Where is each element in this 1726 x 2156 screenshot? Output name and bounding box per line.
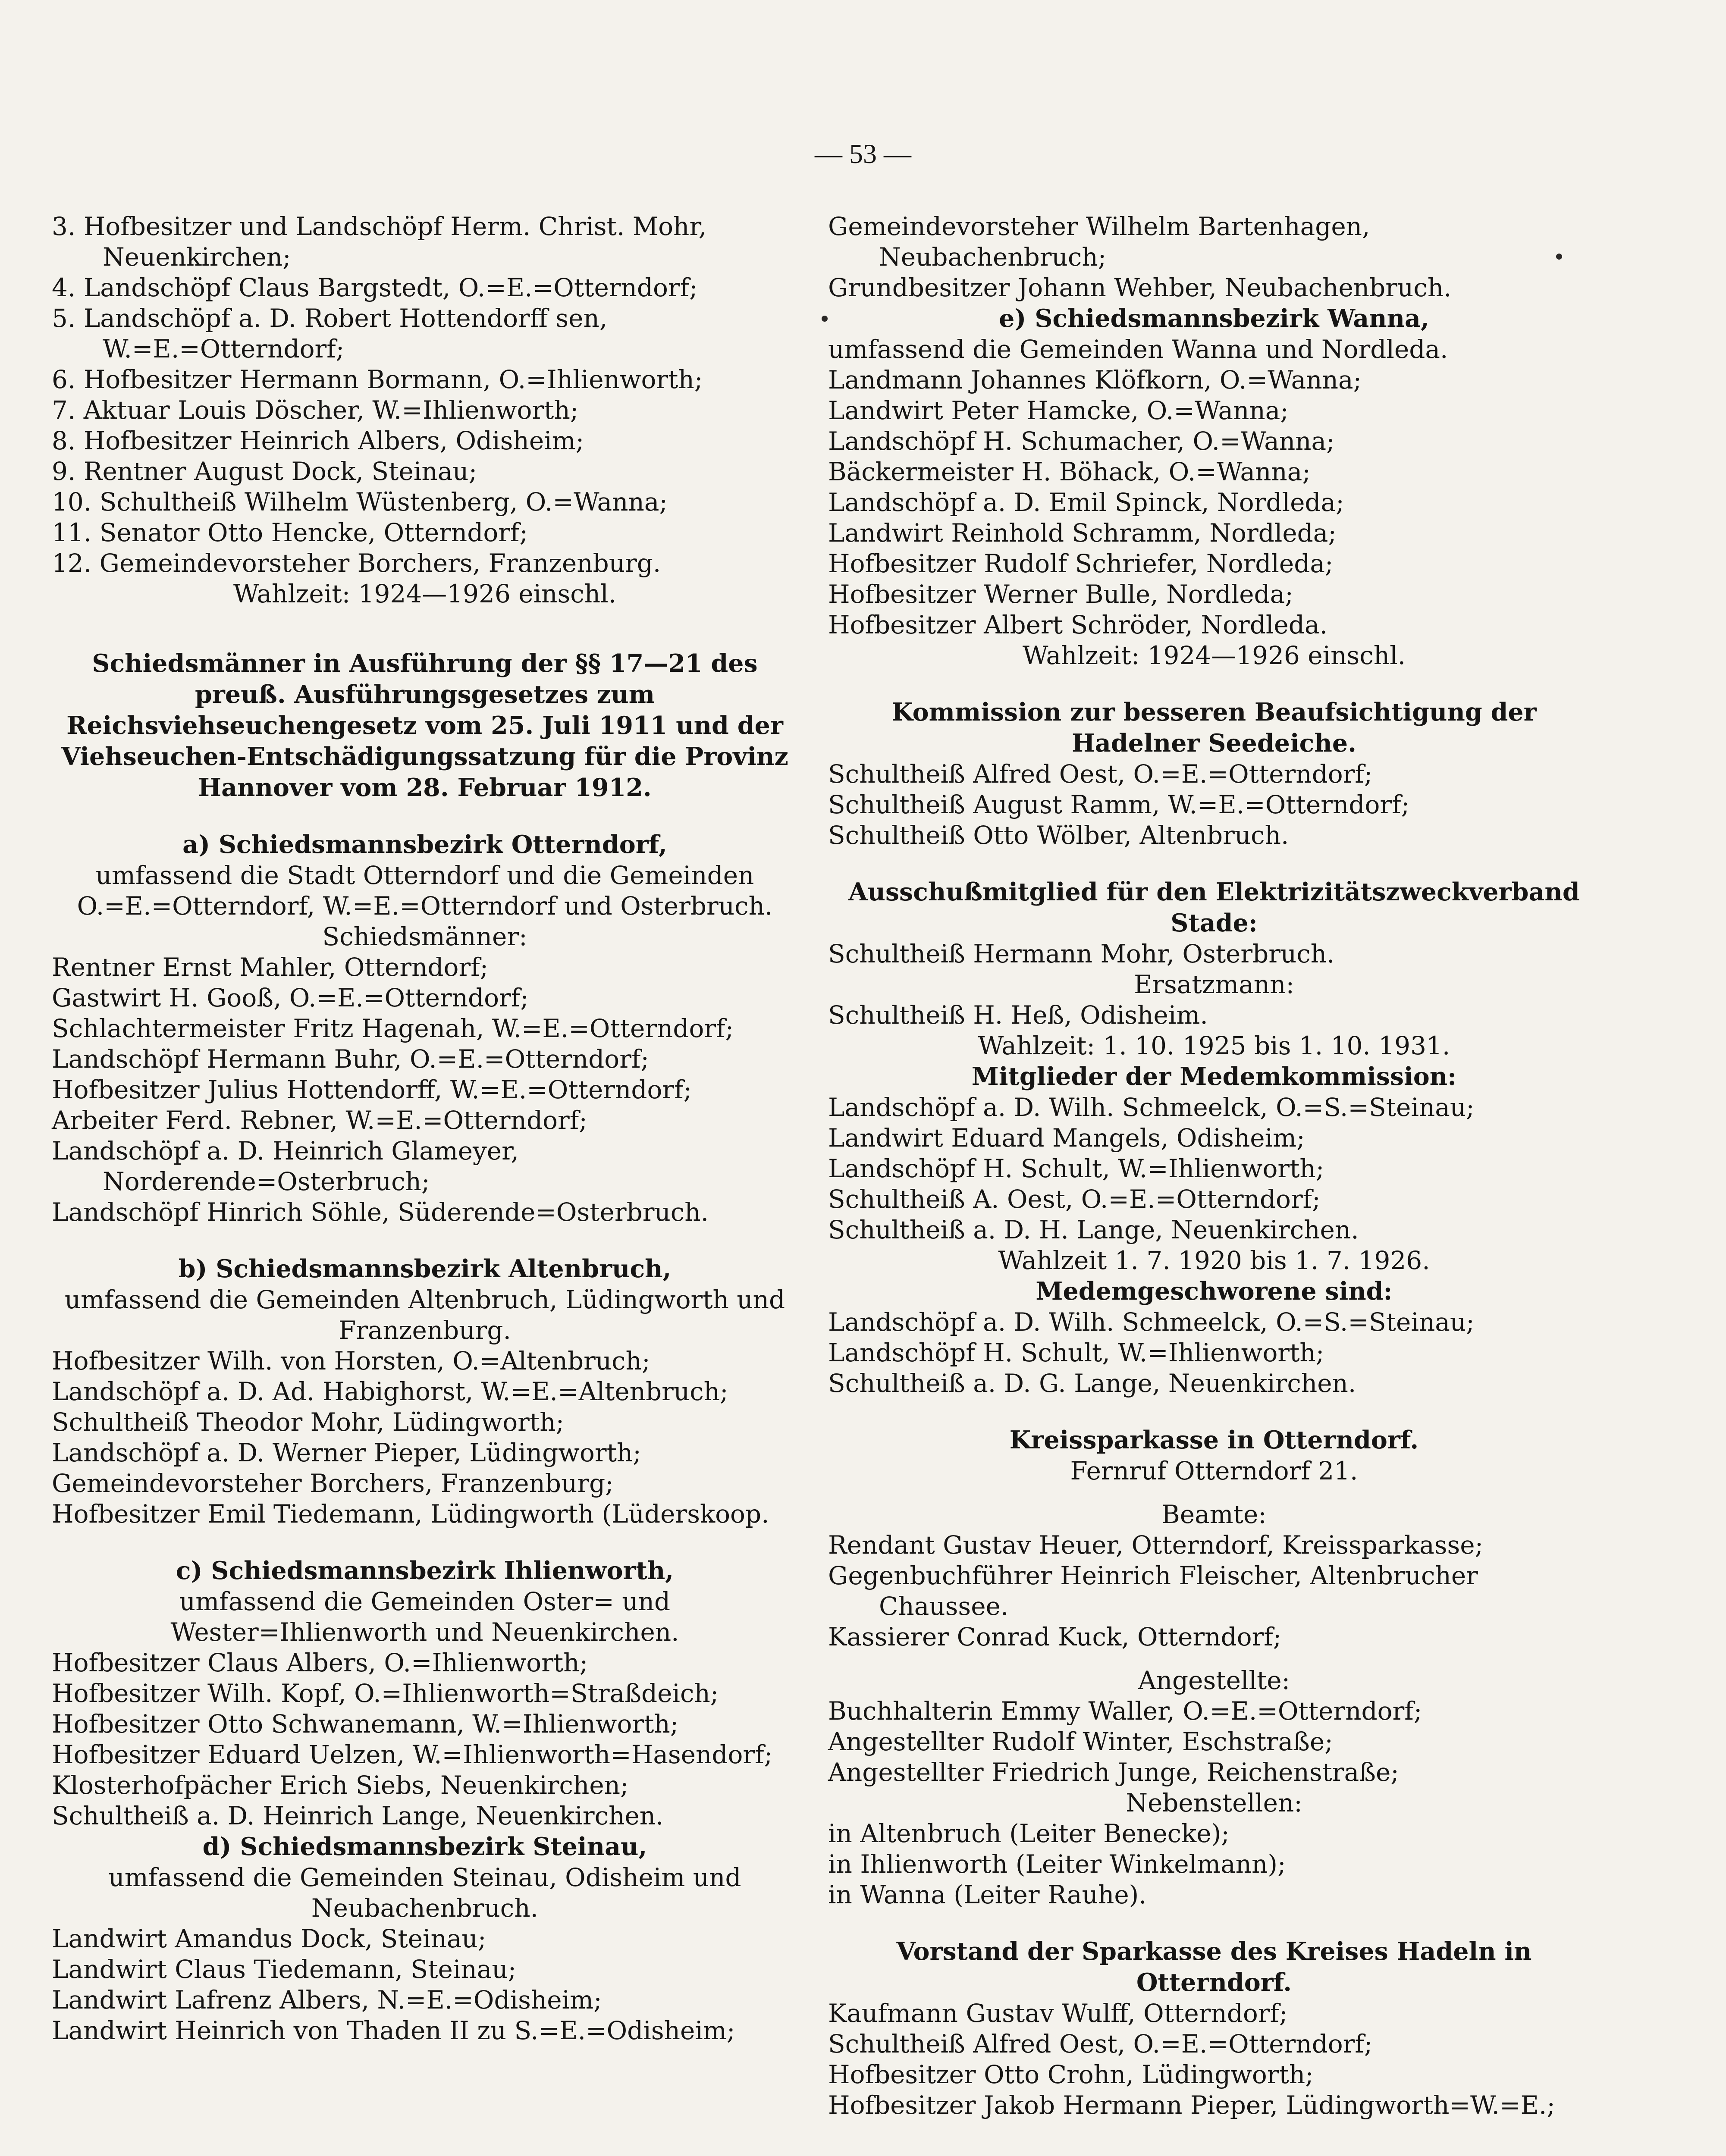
left-text-line: Hofbesitzer Julius Hottendorff, W.=E.=Otterndorf; <box>52 1075 692 1104</box>
spacer <box>828 1910 1600 1936</box>
right-text-line: Landwirt Eduard Mangels, Odisheim; <box>828 1123 1305 1153</box>
spacer <box>52 1529 798 1555</box>
right-text-line: Buchhalterin Emmy Waller, O.=E.=Otterndorf; <box>828 1696 1422 1726</box>
right-text-line: Schultheiß A. Oest, O.=E.=Otterndorf; <box>828 1185 1321 1214</box>
right-section-heading: Ausschußmitglied für den Elektrizitätszweckverband Stade: <box>848 877 1580 937</box>
left-text-line: umfassend die Gemeinden Oster= und Wester=Ihlienworth und Neuenkirchen. <box>170 1587 679 1647</box>
right-text-line: in Altenbruch (Leiter Benecke); <box>828 1819 1230 1848</box>
left-text-line: Schultheiß Theodor Mohr, Lüdingworth; <box>52 1407 565 1437</box>
left-text-line: Hofbesitzer Otto Schwanemann, W.=Ihlienworth; <box>52 1709 679 1739</box>
left-text-line: 3. Hofbesitzer und Landschöpf Herm. Christ. Mohr, Neuenkirchen; <box>52 212 715 272</box>
right-section-heading: Kreissparkasse in Otterndorf. <box>1009 1426 1419 1454</box>
right-text-line: Schultheiß Hermann Mohr, Osterbruch. <box>828 939 1335 968</box>
ink-speck <box>822 316 828 322</box>
right-text-line: Hofbesitzer Albert Schröder, Nordleda. <box>828 610 1327 639</box>
left-section-heading: d) Schiedsmannsbezirk Steinau, <box>202 1832 647 1861</box>
right-text-line: Landwirt Peter Hamcke, O.=Wanna; <box>828 396 1289 425</box>
left-text-line: Gastwirt H. Gooß, O.=E.=Otterndorf; <box>52 983 529 1012</box>
right-column <box>828 211 1600 2121</box>
right-text-line: Schultheiß Alfred Oest, O.=E.=Otterndorf; <box>828 759 1373 789</box>
left-text-line: Hofbesitzer Claus Albers, O.=Ihlienworth; <box>52 1648 588 1677</box>
left-text-line: Arbeiter Ferd. Rebner, W.=E.=Otterndorf; <box>52 1106 587 1135</box>
left-text-line: Landschöpf a. D. Werner Pieper, Lüdingworth; <box>52 1438 641 1467</box>
right-text-line: Landschöpf H. Schumacher, O.=Wanna; <box>828 426 1335 456</box>
left-text-line: Landwirt Amandus Dock, Steinau; <box>52 1924 486 1953</box>
right-text-line: Wahlzeit 1. 7. 1920 bis 1. 7. 1926. <box>998 1246 1430 1275</box>
right-text-line: Schultheiß Otto Wölber, Altenbruch. <box>828 821 1289 850</box>
spacer <box>828 1486 1600 1499</box>
right-text-line: Grundbesitzer Johann Wehber, Neubachenbruch. <box>828 273 1452 302</box>
right-text-line: Nebenstellen: <box>1126 1788 1302 1818</box>
left-text-line: Schultheiß a. D. Heinrich Lange, Neuenkirchen. <box>52 1801 664 1830</box>
right-text-line: Fernruf Otterndorf 21. <box>1070 1456 1358 1485</box>
right-text-line: Wahlzeit: 1. 10. 1925 bis 1. 10. 1931. <box>978 1031 1450 1060</box>
right-text-line: Bäckermeister H. Böhack, O.=Wanna; <box>828 457 1311 486</box>
spacer <box>828 671 1600 697</box>
right-text-line: Kaufmann Gustav Wulff, Otterndorf; <box>828 1999 1288 2028</box>
right-section-heading: Kommission zur besseren Beaufsichtigung der Hadelner Seedeiche. <box>891 698 1537 758</box>
right-text-line: Beamte: <box>1161 1500 1267 1529</box>
left-text-line: umfassend die Gemeinden Altenbruch, Lüdingworth und Franzenburg. <box>64 1285 793 1345</box>
right-text-line: Schultheiß H. Heß, Odisheim. <box>828 1000 1208 1030</box>
right-text-line: Hofbesitzer Jakob Hermann Pieper, Lüdingworth=W.=E.; <box>828 2090 1555 2120</box>
left-text-line: Landwirt Claus Tiedemann, Steinau; <box>52 1955 517 1984</box>
right-text-line: Schultheiß Alfred Oest, O.=E.=Otterndorf; <box>828 2029 1373 2059</box>
right-text-line: Angestellter Friedrich Junge, Reichenstraße; <box>828 1758 1399 1787</box>
left-text-line: Landwirt Lafrenz Albers, N.=E.=Odisheim; <box>52 1985 602 2015</box>
right-text-line: Landschöpf H. Schult, W.=Ihlienworth; <box>828 1154 1324 1183</box>
left-text-line: 6. Hofbesitzer Hermann Bormann, O.=Ihlienworth; <box>52 365 703 394</box>
right-text-line: Angestellte: <box>1138 1666 1290 1695</box>
left-text-line: umfassend die Gemeinden Steinau, Odisheim und Neubachenbruch. <box>108 1863 750 1923</box>
right-text-line: Hofbesitzer Otto Crohn, Lüdingworth; <box>828 2060 1314 2089</box>
left-text-line: Landschöpf Hinrich Söhle, Süderende=Osterbruch. <box>52 1197 709 1227</box>
spacer <box>52 609 798 648</box>
spacer <box>828 1652 1600 1665</box>
right-text-line: in Wanna (Leiter Rauhe). <box>828 1880 1147 1909</box>
right-text-line: in Ihlienworth (Leiter Winkelmann); <box>828 1849 1286 1879</box>
right-text-line: Landschöpf a. D. Wilh. Schmeelck, O.=S.=Steinau; <box>828 1093 1475 1122</box>
right-section-heading: Medemgeschworene sind: <box>1036 1277 1393 1306</box>
right-text-line: Angestellter Rudolf Winter, Eschstraße; <box>828 1727 1333 1756</box>
right-text-line: Schultheiß August Ramm, W.=E.=Otterndorf; <box>828 790 1410 819</box>
right-text-line: Schultheiß a. D. G. Lange, Neuenkirchen. <box>828 1369 1356 1398</box>
left-text-line: Landschöpf a. D. Heinrich Glameyer, Norderende=Osterbruch; <box>52 1136 527 1196</box>
left-text-line: 4. Landschöpf Claus Bargstedt, O.=E.=Otterndorf; <box>52 273 698 302</box>
right-text-line: Schultheiß a. D. H. Lange, Neuenkirchen. <box>828 1215 1359 1244</box>
left-section-heading: c) Schiedsmannsbezirk Ihlienworth, <box>176 1556 674 1585</box>
left-text-line: Wahlzeit: 1924—1926 einschl. <box>233 579 617 608</box>
right-text-line: Rendant Gustav Heuer, Otterndorf, Kreissparkasse; <box>828 1530 1484 1560</box>
right-section-heading: e) Schiedsmannsbezirk Wanna, <box>999 304 1429 333</box>
left-section-heading: b) Schiedsmannsbezirk Altenbruch, <box>178 1254 672 1283</box>
left-text-line: Schlachtermeister Fritz Hagenah, W.=E.=Otterndorf; <box>52 1014 734 1043</box>
left-text-line: Landwirt Heinrich von Thaden II zu S.=E.=Odisheim; <box>52 2016 735 2045</box>
left-section-heading: a) Schiedsmannsbezirk Otterndorf, <box>182 830 667 859</box>
right-text-line: Landschöpf a. D. Wilh. Schmeelck, O.=S.=Steinau; <box>828 1307 1475 1337</box>
left-text-line: Hofbesitzer Wilh. Kopf, O.=Ihlienworth=Straßdeich; <box>52 1679 719 1708</box>
left-text-line: Rentner Ernst Mahler, Otterndorf; <box>52 953 489 982</box>
left-text-line: Landschöpf a. D. Ad. Habighorst, W.=E.=Altenbruch; <box>52 1377 728 1406</box>
left-column <box>52 211 798 2046</box>
page-number: — 53 — <box>815 138 911 169</box>
left-section-heading: Schiedsmänner in Ausführung der §§ 17—21 des preuß. Ausführungsgesetzes zum Reichsviehseuchengesetz vom 25. Juli 1911 und der Viehseuchen-Entschädigungssatzung für die Provinz Hannover vom 28. Februar 1912. <box>61 649 788 802</box>
spacer <box>828 1399 1600 1425</box>
left-text-line: 7. Aktuar Louis Döscher, W.=Ihlienworth; <box>52 395 579 425</box>
right-text-line: Landmann Johannes Klöfkorn, O.=Wanna; <box>828 365 1362 395</box>
left-text-line: 12. Gemeindevorsteher Borchers, Franzenburg. <box>52 548 661 578</box>
right-text-line: Gemeindevorsteher Wilhelm Bartenhagen, Neubachenbruch; <box>828 212 1378 272</box>
left-text-line: umfassend die Stadt Otterndorf und die Gemeinden O.=E.=Otterndorf, W.=E.=Otterndorf und Osterbruch. <box>77 861 773 921</box>
left-text-line: Klosterhofpächer Erich Siebs, Neuenkirchen; <box>52 1771 629 1800</box>
ink-speck <box>1556 254 1562 260</box>
left-text-line: 10. Schultheiß Wilhelm Wüstenberg, O.=Wanna; <box>52 487 668 517</box>
left-text-line: 11. Senator Otto Hencke, Otterndorf; <box>52 518 528 547</box>
spacer <box>52 1228 798 1253</box>
right-text-line: Landschöpf H. Schult, W.=Ihlienworth; <box>828 1338 1324 1367</box>
spacer <box>52 803 798 829</box>
right-text-line: Landschöpf a. D. Emil Spinck, Nordleda; <box>828 488 1344 517</box>
right-text-line: Hofbesitzer Rudolf Schriefer, Nordleda; <box>828 549 1334 578</box>
spacer <box>828 851 1600 877</box>
right-text-line: Ersatzmann: <box>1133 970 1295 999</box>
left-text-line: Hofbesitzer Emil Tiedemann, Lüdingworth (Lüderskoop. <box>52 1499 769 1529</box>
left-text-line: Landschöpf Hermann Buhr, O.=E.=Otterndorf; <box>52 1044 649 1074</box>
right-text-line: Landwirt Reinhold Schramm, Nordleda; <box>828 518 1337 548</box>
left-text-line: Hofbesitzer Wilh. von Horsten, O.=Altenbruch; <box>52 1346 650 1376</box>
right-section-heading: Mitglieder der Medemkommission: <box>971 1062 1457 1091</box>
right-text-line: umfassend die Gemeinden Wanna und Nordleda. <box>828 335 1448 364</box>
right-text-line: Wahlzeit: 1924—1926 einschl. <box>1022 641 1406 670</box>
left-text-line: 5. Landschöpf a. D. Robert Hottendorff sen, W.=E.=Otterndorf; <box>52 304 615 364</box>
right-section-heading: Vorstand der Sparkasse des Kreises Hadeln in Otterndorf. <box>896 1937 1532 1997</box>
left-text-line: Gemeindevorsteher Borchers, Franzenburg; <box>52 1469 614 1498</box>
right-text-line: Hofbesitzer Werner Bulle, Nordleda; <box>828 580 1293 609</box>
right-text-line: Gegenbuchführer Heinrich Fleischer, Altenbrucher Chaussee. <box>828 1561 1486 1621</box>
right-text-line: Kassierer Conrad Kuck, Otterndorf; <box>828 1622 1282 1651</box>
left-text-line: 8. Hofbesitzer Heinrich Albers, Odisheim; <box>52 426 584 455</box>
left-text-line: Schiedsmänner: <box>322 922 527 951</box>
left-text-line: Hofbesitzer Eduard Uelzen, W.=Ihlienworth=Hasendorf; <box>52 1740 773 1769</box>
left-text-line: 9. Rentner August Dock, Steinau; <box>52 457 477 486</box>
